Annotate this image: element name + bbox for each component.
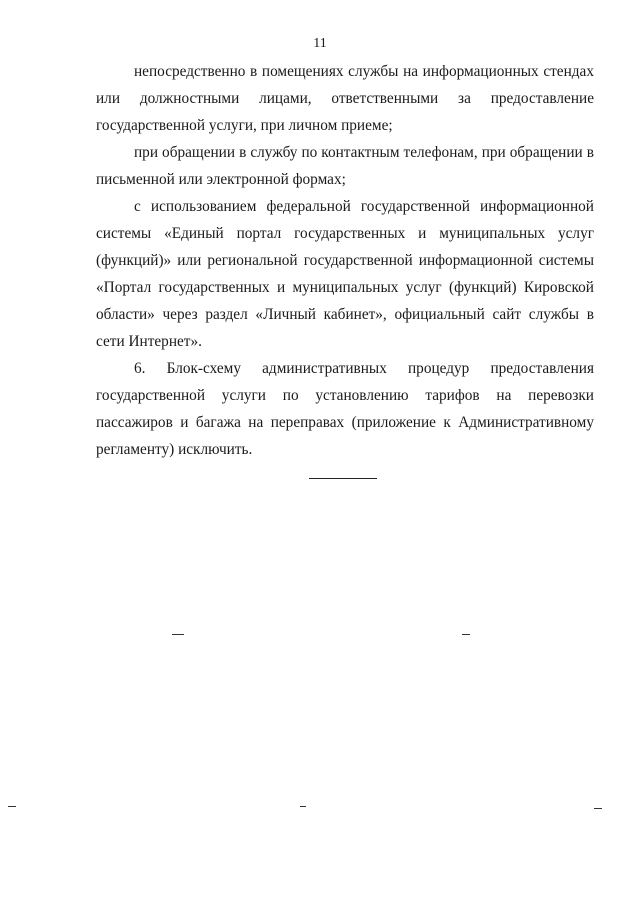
paragraph-phone-written: при обращении в службу по контактным телефонам, при обращении в письменной или электронной формах;	[96, 144, 594, 188]
scan-speck	[172, 634, 184, 635]
paragraph-item-6: 6. Блок-схему административных процедур предоставления государственной услуги по установлению тарифов на перевозки пассажиров и багажа на переправах (приложение к Административному регламенту) исключить.	[96, 360, 594, 458]
scan-speck	[300, 806, 306, 807]
scan-speck	[594, 808, 602, 809]
paragraph-info-stands: непосредственно в помещениях службы на информационных стендах или должностными лицами, ответственными за предоставление государственной услуги, при личном приеме;	[96, 63, 594, 134]
separator-line	[309, 478, 377, 479]
paragraph-portal: с использованием федеральной государственной информационной системы «Единый портал государственных и муниципальных услуг (функций)» или региональной государственной информационной системы «Портал государственных и муниципальных услуг (функций) Кировской области» через раздел «Личный кабинет», официальный сайт службы в сети Интернет».	[96, 198, 594, 350]
scan-speck	[8, 806, 16, 807]
page-number: 11	[313, 36, 327, 51]
document-body	[96, 58, 594, 463]
scan-speck	[462, 634, 470, 635]
